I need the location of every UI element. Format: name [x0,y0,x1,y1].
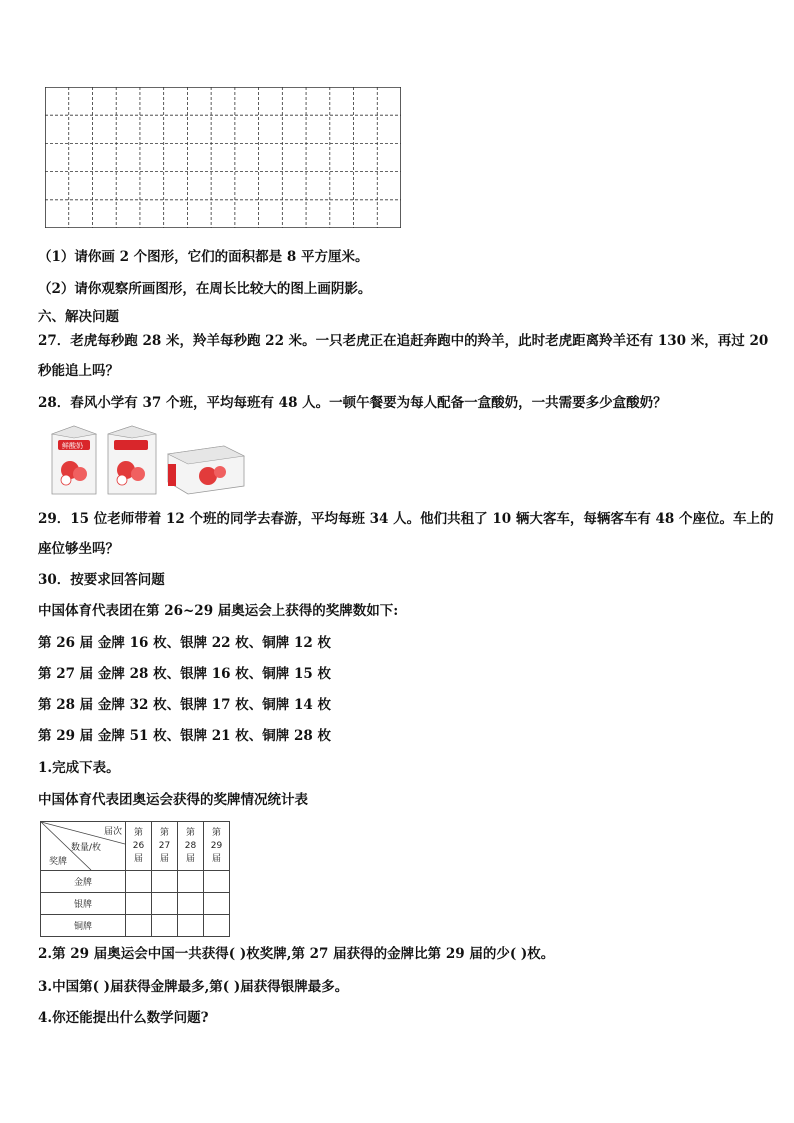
corner-label-quantity: 数量/枚 [71,843,102,853]
section-heading: 六、解决问题 [38,309,119,325]
table-header-26: 第 26 届 [126,822,152,871]
medal-line: 第 26 届 金牌 16 枚、银牌 22 枚、铜牌 12 枚 [38,635,331,651]
table-cell[interactable] [178,871,204,893]
table-cell[interactable] [152,915,178,937]
table-title: 中国体育代表团奥运会获得的奖牌情况统计表 [38,792,308,808]
q27-line2: 秒能追上吗？ [38,363,119,379]
q29-line2: 座位够坐吗？ [38,541,119,557]
carton-label: 鲜酸奶 [62,442,83,450]
table-cell[interactable] [178,915,204,937]
medal-line: 第 28 届 金牌 32 枚、银牌 17 枚、铜牌 14 枚 [38,697,331,713]
q29-line1: 29．15 位老师带着 12 个班的同学去春游，平均每班 34 人。他们共租了 10 辆大客车，每辆客车有 48 个座位。车上的 [38,511,774,527]
yogurt-carton-icon [168,446,244,494]
corner-label-session: 届次 [103,827,122,837]
row-label-bronze: 铜牌 [41,915,126,937]
table-cell[interactable] [204,893,230,915]
table-cell[interactable] [152,893,178,915]
table-header-29: 第 29 届 [204,822,230,871]
q26-part2: （2）请你观察所画图形，在周长比较大的图上画阴影。 [38,281,372,297]
q27-line1: 27．老虎每秒跑 28 米，羚羊每秒跑 22 米。一只老虎正在追赶奔跑中的羚羊，此时老虎距离羚羊还有 130 米，再过 20 [38,333,769,349]
table-row [41,893,230,915]
yogurt-carton-icon [108,426,156,494]
table-cell[interactable] [126,871,152,893]
yogurt-cartons-image [48,420,248,500]
table-cell[interactable] [204,915,230,937]
table-row [41,871,230,893]
table-cell[interactable] [204,871,230,893]
table-corner-cell [41,822,126,871]
table-header-27: 第 27 届 [152,822,178,871]
row-label-silver: 银牌 [41,893,126,915]
corner-label-medal: 奖牌 [49,857,68,867]
medal-stats-table [40,821,230,937]
row-label-gold: 金牌 [41,871,126,893]
grid-paper [45,87,401,228]
q30-sub1: 1.完成下表。 [38,760,120,776]
medal-line: 第 29 届 金牌 51 枚、银牌 21 枚、铜牌 28 枚 [38,728,331,744]
table-header-28: 第 28 届 [178,822,204,871]
q30-sub4: 4.你还能提出什么数学问题? [38,1010,209,1026]
q26-part1: （1）请你画 2 个图形，它们的面积都是 8 平方厘米。 [38,249,369,265]
table-cell[interactable] [126,893,152,915]
grid-lines [45,87,401,228]
table-cell[interactable] [178,893,204,915]
medal-line: 第 27 届 金牌 28 枚、银牌 16 枚、铜牌 15 枚 [38,666,331,682]
q30-sub3: 3.中国第( )届获得金牌最多,第( )届获得银牌最多。 [38,979,349,995]
table-row [41,915,230,937]
table-cell[interactable] [126,915,152,937]
q28-line1: 28．春风小学有 37 个班，平均每班有 48 人。一顿午餐要为每人配备一盒酸奶，一共需要多少盒酸奶？ [38,395,667,411]
q30-sub2: 2.第 29 届奥运会中国一共获得( )枚奖牌,第 27 届获得的金牌比第 29 届的少( )枚。 [38,946,555,962]
table-cell[interactable] [152,871,178,893]
yogurt-carton-icon [52,426,96,494]
q30-title: 30．按要求回答问题 [38,572,165,588]
q30-intro: 中国体育代表团在第 26~29 届奥运会上获得的奖牌数如下: [38,603,399,619]
